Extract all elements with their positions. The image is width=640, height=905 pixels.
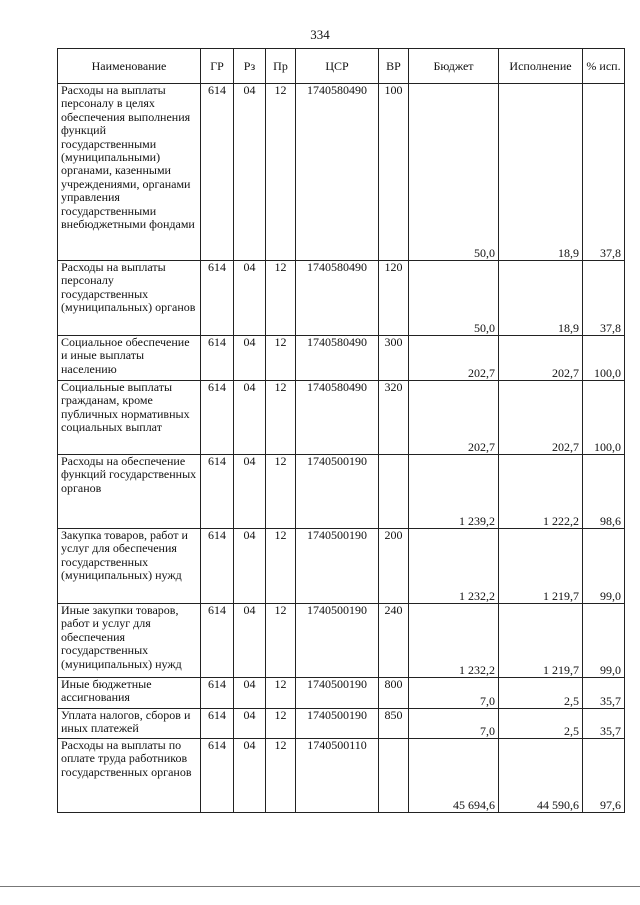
- cell-rz: 04: [234, 529, 266, 604]
- cell-csr: 1740500190: [296, 678, 379, 709]
- cell-budget: 50,0: [409, 84, 499, 261]
- cell-percent: 37,8: [583, 261, 625, 336]
- table-row: [58, 709, 625, 739]
- cell-budget: 202,7: [409, 336, 499, 381]
- cell-pr: 12: [266, 709, 296, 739]
- cell-rz: 04: [234, 261, 266, 336]
- cell-gr: 614: [201, 336, 234, 381]
- cell-gr: 614: [201, 381, 234, 455]
- cell-name: Социальные выплаты гражданам, кроме публичных нормативных социальных выплат: [58, 381, 201, 455]
- cell-pr: 12: [266, 604, 296, 678]
- cell-percent: 100,0: [583, 381, 625, 455]
- cell-name: Расходы на обеспечение функций государственных органов: [58, 455, 201, 529]
- page-bottom-divider: [0, 886, 640, 887]
- cell-pr: 12: [266, 455, 296, 529]
- table-row: [58, 455, 625, 529]
- cell-name: Расходы на выплаты персоналу в целях обеспечения выполнения функций государственными (муниципальными) органами, казенными учреждениями, органами управления государственными внебюджетными фондами: [58, 84, 201, 261]
- table-header-row: [58, 49, 625, 84]
- cell-execution: 202,7: [499, 381, 583, 455]
- cell-percent: 99,0: [583, 604, 625, 678]
- col-header-vr: ВР: [379, 49, 409, 84]
- cell-gr: 614: [201, 709, 234, 739]
- cell-percent: 100,0: [583, 336, 625, 381]
- cell-execution: 2,5: [499, 678, 583, 709]
- cell-csr: 1740500190: [296, 604, 379, 678]
- cell-execution: 18,9: [499, 84, 583, 261]
- cell-vr: 120: [379, 261, 409, 336]
- cell-budget: 7,0: [409, 678, 499, 709]
- cell-csr: 1740500110: [296, 739, 379, 813]
- cell-csr: 1740500190: [296, 529, 379, 604]
- cell-execution: 1 219,7: [499, 604, 583, 678]
- cell-percent: 35,7: [583, 709, 625, 739]
- cell-vr: [379, 739, 409, 813]
- cell-percent: 35,7: [583, 678, 625, 709]
- cell-budget: 1 232,2: [409, 529, 499, 604]
- cell-gr: 614: [201, 678, 234, 709]
- cell-rz: 04: [234, 604, 266, 678]
- cell-csr: 1740580490: [296, 84, 379, 261]
- cell-name: Иные бюджетные ассигнования: [58, 678, 201, 709]
- cell-percent: 97,6: [583, 739, 625, 813]
- cell-budget: 50,0: [409, 261, 499, 336]
- table-row: [58, 381, 625, 455]
- cell-vr: 100: [379, 84, 409, 261]
- cell-vr: 300: [379, 336, 409, 381]
- cell-percent: 99,0: [583, 529, 625, 604]
- cell-budget: 1 239,2: [409, 455, 499, 529]
- budget-execution-table: [57, 48, 625, 813]
- cell-budget: 202,7: [409, 381, 499, 455]
- cell-csr: 1740500190: [296, 709, 379, 739]
- col-header-name: Наименование: [58, 49, 201, 84]
- cell-gr: 614: [201, 261, 234, 336]
- cell-vr: 320: [379, 381, 409, 455]
- cell-csr: 1740580490: [296, 261, 379, 336]
- cell-gr: 614: [201, 739, 234, 813]
- table-row: [58, 336, 625, 381]
- cell-name: Расходы на выплаты по оплате труда работников государственных органов: [58, 739, 201, 813]
- cell-rz: 04: [234, 678, 266, 709]
- col-header-gr: ГР: [201, 49, 234, 84]
- cell-budget: 1 232,2: [409, 604, 499, 678]
- cell-rz: 04: [234, 381, 266, 455]
- cell-percent: 98,6: [583, 455, 625, 529]
- cell-execution: 1 219,7: [499, 529, 583, 604]
- cell-gr: 614: [201, 455, 234, 529]
- cell-vr: 850: [379, 709, 409, 739]
- cell-gr: 614: [201, 529, 234, 604]
- col-header-budget: Бюджет: [409, 49, 499, 84]
- cell-csr: 1740580490: [296, 336, 379, 381]
- cell-name: Уплата налогов, сборов и иных платежей: [58, 709, 201, 739]
- cell-rz: 04: [234, 709, 266, 739]
- cell-name: Расходы на выплаты персоналу государственных (муниципальных) органов: [58, 261, 201, 336]
- cell-execution: 1 222,2: [499, 455, 583, 529]
- cell-pr: 12: [266, 678, 296, 709]
- cell-execution: 2,5: [499, 709, 583, 739]
- table-row: [58, 529, 625, 604]
- cell-name: Иные закупки товаров, работ и услуг для обеспечения государственных (муниципальных) нужд: [58, 604, 201, 678]
- cell-vr: 800: [379, 678, 409, 709]
- cell-pr: 12: [266, 739, 296, 813]
- table-row: [58, 261, 625, 336]
- cell-budget: 45 694,6: [409, 739, 499, 813]
- col-header-percent: % исп.: [583, 49, 625, 84]
- cell-rz: 04: [234, 84, 266, 261]
- table-row: [58, 678, 625, 709]
- cell-pr: 12: [266, 261, 296, 336]
- cell-rz: 04: [234, 336, 266, 381]
- col-header-csr: ЦСР: [296, 49, 379, 84]
- cell-rz: 04: [234, 739, 266, 813]
- cell-execution: 44 590,6: [499, 739, 583, 813]
- cell-budget: 7,0: [409, 709, 499, 739]
- cell-csr: 1740500190: [296, 455, 379, 529]
- cell-pr: 12: [266, 84, 296, 261]
- col-header-rz: Рз: [234, 49, 266, 84]
- table-row: [58, 739, 625, 813]
- cell-execution: 18,9: [499, 261, 583, 336]
- cell-execution: 202,7: [499, 336, 583, 381]
- cell-csr: 1740580490: [296, 381, 379, 455]
- page-number: 334: [310, 27, 330, 42]
- cell-name: Социальное обеспечение и иные выплаты населению: [58, 336, 201, 381]
- table-row: [58, 84, 625, 261]
- cell-vr: 240: [379, 604, 409, 678]
- cell-gr: 614: [201, 604, 234, 678]
- cell-percent: 37,8: [583, 84, 625, 261]
- table-row: [58, 604, 625, 678]
- col-header-execution: Исполнение: [499, 49, 583, 84]
- cell-gr: 614: [201, 84, 234, 261]
- cell-pr: 12: [266, 381, 296, 455]
- cell-rz: 04: [234, 455, 266, 529]
- cell-vr: 200: [379, 529, 409, 604]
- col-header-pr: Пр: [266, 49, 296, 84]
- cell-name: Закупка товаров, работ и услуг для обеспечения государственных (муниципальных) нужд: [58, 529, 201, 604]
- cell-pr: 12: [266, 529, 296, 604]
- cell-pr: 12: [266, 336, 296, 381]
- cell-vr: [379, 455, 409, 529]
